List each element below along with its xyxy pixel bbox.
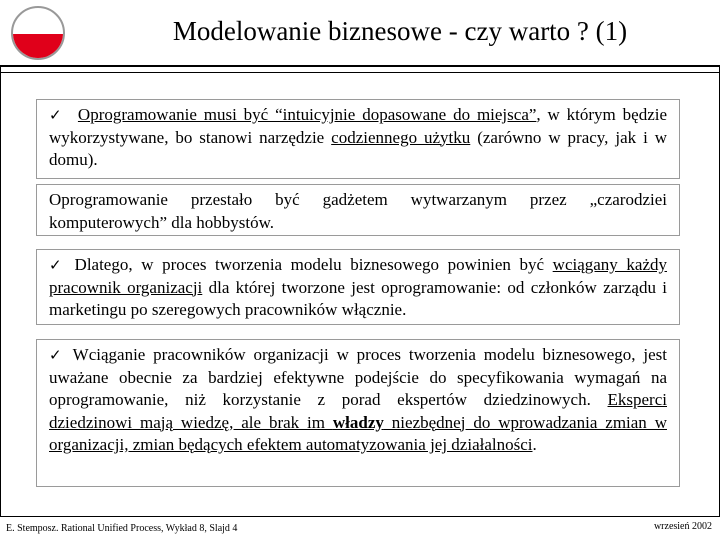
- checkmark-icon: ✓: [49, 106, 65, 124]
- p1-text: , w którym będzie wykorzystywane, bo stanowi narzędzie: [49, 105, 668, 147]
- paragraph-1: [36, 99, 680, 179]
- p3-text-end: dla której tworzone jest oprogramowanie: od członków zarządu i marketingu po szeregowych pracowników włącznie.: [49, 277, 667, 319]
- p1-underlined-phrase-2: codziennego użytku: [331, 127, 471, 147]
- logo-red-half: [13, 34, 63, 58]
- p1-text-end: (zarówno w pracy, jak i w domu).: [49, 127, 667, 169]
- checkmark-icon: ✓: [49, 256, 66, 274]
- checkmark-icon: ✓: [49, 346, 66, 364]
- paragraph-3: [36, 249, 680, 325]
- slide-title: Modelowanie biznesowe - czy warto ? (1): [172, 16, 628, 46]
- p4-underlined-phrase: Eksperci dziedzinowi mają wiedzę, ale brak im: [49, 390, 667, 432]
- p4-text-end: .: [532, 435, 537, 454]
- header-divider: [0, 65, 720, 67]
- p4-underlined-phrase-2: niezbędnej do wprowadzania zmian w organizacji, zmian będących efektem automatyzowania jej działalności: [49, 412, 667, 454]
- university-logo-icon: [11, 6, 65, 60]
- footer-date: wrzesień 2002: [653, 521, 712, 532]
- p3-text: Dlatego, w proces tworzenia modelu biznesowego powinien być: [65, 255, 553, 274]
- frame-left: [0, 65, 1, 517]
- paragraph-4: [36, 339, 680, 487]
- p3-underlined-phrase: wciągany każdy pracownik organizacji: [49, 255, 668, 297]
- p1-underlined-phrase: Oprogramowanie musi być “intuicyjnie dopasowane do miejsca”: [77, 105, 537, 124]
- header-divider-thin: [0, 72, 720, 73]
- footer-source: E. Stemposz. Rational Unified Process, Wykład 8, Slajd 4: [6, 523, 238, 534]
- footer-divider: [0, 516, 720, 517]
- p4-bold-underlined-word: władzy: [332, 412, 384, 432]
- paragraph-2: [36, 184, 680, 236]
- p4-text: Wciąganie pracowników organizacji w proces tworzenia modelu biznesowego, jest uważane obecnie za bardziej efektywne podejście do specyfikowania wymagań na oprogramowanie, niż korzystanie z porad ekspertów dziedzinowych.: [49, 345, 667, 409]
- p2-text: Oprogramowanie przestało być gadżetem wytwarzanym przez „czarodziei komputerowych” dla hobbystów.: [49, 190, 667, 232]
